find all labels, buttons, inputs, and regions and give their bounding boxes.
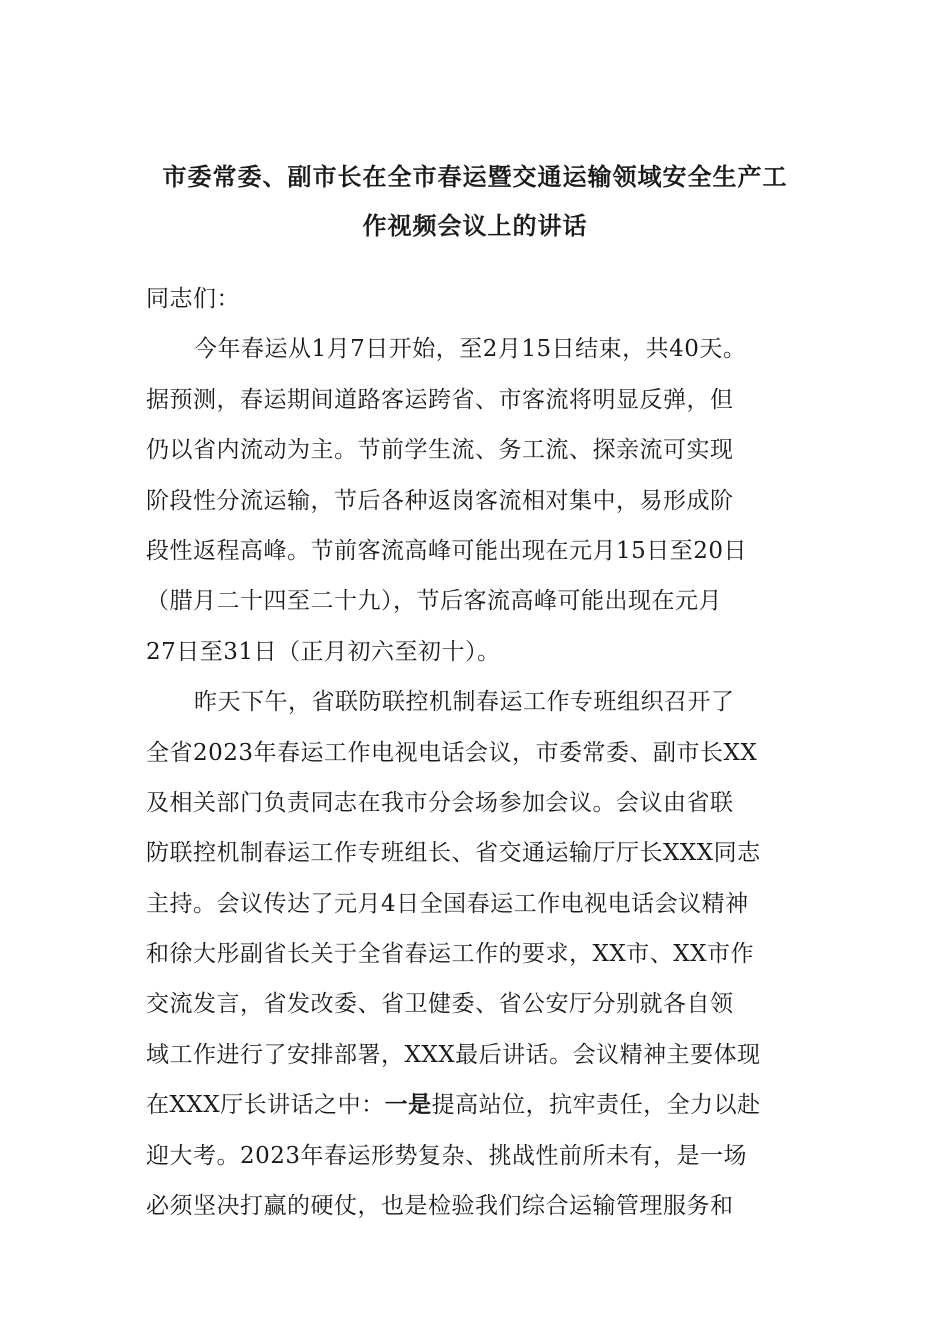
document-title-line-2: 作视频会议上的讲话 <box>362 211 588 240</box>
paragraph-1-line: （腊月二十四至二十九），节后客流高峰可能出现在元月 <box>146 588 722 615</box>
paragraph-2-line: 及相关部门负责同志在我市分会场参加会议。会议由省联 <box>146 789 734 816</box>
paragraph-1-line: 仍以省内流动为主。节前学生流、务工流、探亲流可实现 <box>146 437 734 464</box>
paragraph-2-line: 迎大考。2023年春运形势复杂、挑战性前所未有，是一场 <box>146 1142 748 1169</box>
paragraph-2-line: 防联控机制春运工作专班组长、省交通运输厅厅长XXX同志 <box>146 840 761 867</box>
paragraph-1-line: 今年春运从1月7日开始，至2月15日结束，共40天。 <box>194 336 747 363</box>
paragraph-2-line: 域工作进行了安排部署，XXX最后讲话。会议精神主要体现 <box>146 1041 761 1068</box>
document-title-line-1: 市委常委、副市长在全市春运暨交通运输领域安全生产工 <box>162 162 788 191</box>
paragraph-2-line-suffix: 提高站位，抗牢责任，全力以赴 <box>431 1092 761 1119</box>
paragraph-2-line: 昨天下午，省联防联控机制春运工作专班组织召开了 <box>194 689 735 716</box>
paragraph-1-line: 27日至31日（正月初六至初十）。 <box>146 638 501 665</box>
salutation: 同志们： <box>146 286 240 312</box>
document-body <box>146 274 816 1231</box>
paragraph-2-line: 全省2023年春运工作电视电话会议，市委常委、副市长XX <box>146 739 758 766</box>
paragraph-2-line-prefix: 在XXX厅长讲话之中： <box>146 1092 385 1119</box>
paragraph-2-line: 和徐大彤副省长关于全省春运工作的要求，XX市、XX市作 <box>146 941 754 968</box>
paragraph-1-line: 据预测，春运期间道路客运跨省、市客流将明显反弹，但 <box>146 386 734 413</box>
emphasis-first-point: 一是 <box>384 1091 432 1119</box>
paragraph-2-line: 必须坚决打赢的硬仗，也是检验我们综合运输管理服务和 <box>146 1193 734 1220</box>
paragraph-1-line: 阶段性分流运输，节后各种返岗客流相对集中，易形成阶 <box>146 487 734 514</box>
paragraph-2-line <box>146 1080 816 1130</box>
paragraph-2-line: 交流发言，省发改委、省卫健委、省公安厅分别就各自领 <box>146 991 734 1018</box>
paragraph-1-line: 段性返程高峰。节前客流高峰可能出现在元月15日至20日 <box>146 537 748 564</box>
paragraph-2-line: 主持。会议传达了元月4日全国春运工作电视电话会议精神 <box>146 890 749 917</box>
